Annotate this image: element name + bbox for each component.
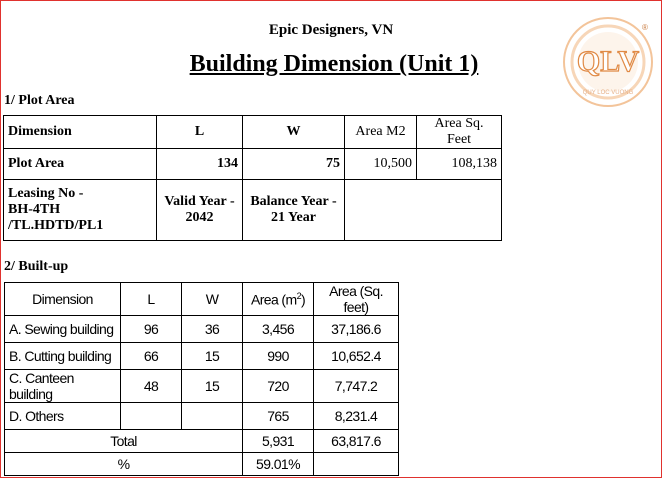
building-area: 3,456 <box>243 316 314 343</box>
leasing-label: Leasing No - <box>8 186 84 201</box>
building-length: 66 <box>121 343 182 370</box>
building-width <box>182 403 243 430</box>
percent-value: 59.01% <box>243 453 314 476</box>
building-length: 96 <box>121 316 182 343</box>
building-area-sqft: 37,186.6 <box>314 316 399 343</box>
header-area-m2: Area M2 <box>345 116 417 149</box>
header-l: L <box>157 116 243 149</box>
table-row <box>4 180 502 241</box>
percent-empty-cell <box>314 453 399 476</box>
total-area-sqft: 63,817.6 <box>314 430 399 453</box>
table-row <box>5 316 399 343</box>
building-area: 720 <box>243 370 314 403</box>
building-area-sqft: 10,652.4 <box>314 343 399 370</box>
balance-year-label: Balance Year - <box>250 194 337 209</box>
plot-width: 75 <box>243 149 345 180</box>
header-dimension: Dimension <box>5 283 121 316</box>
company-name: Epic Designers, VN <box>268 22 394 38</box>
building-name: D. Others <box>5 403 121 430</box>
plot-area-sqft: 108,138 <box>417 149 502 180</box>
plot-area-table <box>3 115 502 241</box>
header-area-sqft: Area (Sq. feet) <box>314 283 399 316</box>
total-label: Total <box>5 430 243 453</box>
header-area-m2: Area $(m^2)$ <box>243 283 314 316</box>
table-row <box>4 116 502 149</box>
svg-text:®: ® <box>642 23 648 32</box>
plot-area-label: Plot Area <box>4 149 157 180</box>
building-area: 990 <box>243 343 314 370</box>
percent-label: % <box>5 453 243 476</box>
valid-year <box>157 180 243 241</box>
valid-year-label: Valid Year - <box>164 194 235 209</box>
leasing-code: BH-4TH /TL.HDTD/PL1 <box>8 202 104 233</box>
building-name: A. Sewing building <box>5 316 121 343</box>
table-row <box>5 453 399 476</box>
table-row <box>4 149 502 180</box>
lease-empty-cell <box>345 180 502 241</box>
header-area-sqft: Area Sq. Feet <box>417 116 502 149</box>
table-row <box>5 283 399 316</box>
header-w: W <box>243 116 345 149</box>
plot-area-section-label: 1/ Plot Area <box>4 93 75 108</box>
building-area: 765 <box>243 403 314 430</box>
table-row <box>5 430 399 453</box>
balance-year <box>243 180 345 241</box>
logo-letters: QLV <box>576 45 640 78</box>
building-area-sqft: 7,747.2 <box>314 370 399 403</box>
header-w: W <box>182 283 243 316</box>
table-row <box>5 370 399 403</box>
balance-year-value: 21 Year <box>271 210 316 225</box>
header-dimension: Dimension <box>4 116 157 149</box>
plot-length: 134 <box>157 149 243 180</box>
table-row <box>5 403 399 430</box>
table-row <box>5 343 399 370</box>
built-up-section-label: 2/ Built-up <box>4 259 69 274</box>
building-width: 15 <box>182 343 243 370</box>
building-name: C. Canteen building <box>5 370 121 403</box>
building-width: 36 <box>182 316 243 343</box>
qlv-logo <box>562 16 654 108</box>
page-title: Building Dimension (Unit 1) <box>189 51 479 77</box>
building-name: B. Cutting building <box>5 343 121 370</box>
logo-ring-text: QUY LOC VUONG <box>582 90 634 96</box>
valid-year-value: 2042 <box>185 210 214 225</box>
leasing-number <box>4 180 157 241</box>
header-l: L <box>121 283 182 316</box>
building-area-sqft: 8,231.4 <box>314 403 399 430</box>
total-area: 5,931 <box>243 430 314 453</box>
plot-area-m2: 10,500 <box>345 149 417 180</box>
building-length: 48 <box>121 370 182 403</box>
building-width: 15 <box>182 370 243 403</box>
building-length <box>121 403 182 430</box>
built-up-table <box>4 282 399 476</box>
